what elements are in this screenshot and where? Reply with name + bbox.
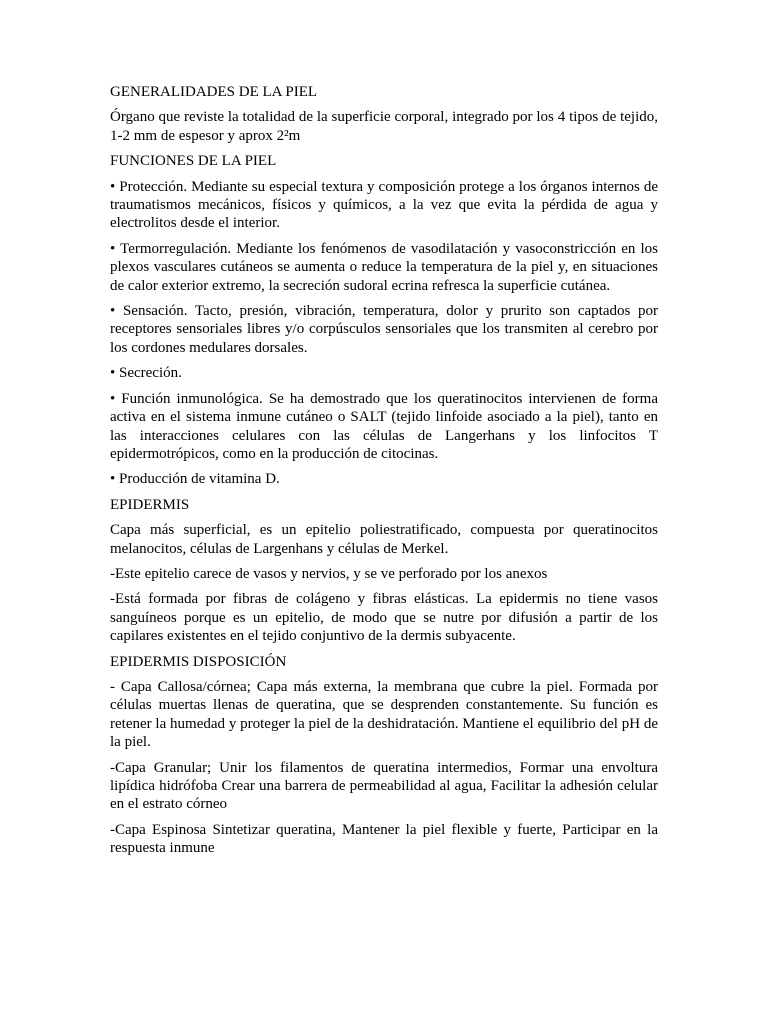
list-item-funcion-inmunologica: • Función inmunológica. Se ha demostrado que los queratinocitos intervienen de forma activa en el sistema inmune cutáneo o SALT (tejido linfoide asociado a la piel), tanto en las interacciones celulares con las células de Langerhans y los linfocitos T epidermotrópicos, como en la producción de citocinas. (110, 390, 658, 462)
paragraph-capa-espinosa: -Capa Espinosa Sintetizar queratina, Mantener la piel flexible y fuerte, Participar en la respuesta inmune (110, 821, 658, 857)
list-item-proteccion: • Protección. Mediante su especial textura y composición protege a los órganos internos de traumatismos mecánicos, físicos y químicos, a la vez que evita la pérdida de agua y electrolitos desde el interior. (110, 178, 658, 232)
list-item-sensacion: • Sensación. Tacto, presión, vibración, temperatura, dolor y prurito son captados por receptores sensoriales libres y/o corpúsculos sensoriales que los transmiten al cerebro por los cordones medulares dorsales. (110, 303, 658, 356)
document-page (110, 83, 658, 865)
paragraph-epidermis-capa: Capa más superficial, es un epitelio poliestratificado, compuesta por queratinocitos melanocitos, células de Largenhans y células de Merkel. (110, 522, 658, 557)
paragraph-definicion: Órgano que reviste la totalidad de la superficie corporal, integrado por los 4 tipos de tejido, 1-2 mm de espesor y aprox 2²m (110, 109, 658, 144)
list-item-vitamina-d: • Producción de vitamina D. (110, 471, 280, 488)
list-item-secrecion: • Secreción. (110, 365, 182, 382)
list-item-termorregulacion: • Termorregulación. Mediante los fenómenos de vasodilatación y vasoconstricción en los plexos vasculares cutáneos se aumenta o reduce la temperatura de la piel y, en situaciones de calor exterior extremo, la secreción sudoral ecrina refresca la superficie cutánea. (110, 240, 658, 294)
paragraph-epidermis-vasos: -Este epitelio carece de vasos y nervios, y se ve perforado por los anexos (110, 565, 548, 582)
paragraph-capa-granular: -Capa Granular; Unir los filamentos de queratina intermedios, Formar una envoltura lipídica hidrófoba Crear una barrera de permeabilidad al agua, Facilitar la adhesión celular en el estrato córneo (110, 759, 658, 813)
heading-epidermis: EPIDERMIS (110, 496, 190, 513)
heading-generalidades: GENERALIDADES DE LA PIEL (110, 84, 318, 100)
paragraph-epidermis-fibras: -Está formada por fibras de colágeno y fibras elásticas. La epidermis no tiene vasos sanguíneos porque es un epitelio, de modo que se nutre por difusión a partir de los capilares existentes en el tejido conjuntivo de la dermis subyacente. (110, 591, 658, 645)
heading-funciones: FUNCIONES DE LA PIEL (110, 153, 277, 170)
heading-epidermis-disposicion: EPIDERMIS DISPOSICIÓN (110, 653, 287, 670)
paragraph-capa-callosa: - Capa Callosa/córnea; Capa más externa, la membrana que cubre la piel. Formada por células muertas llenas de queratina, que se desprenden constantemente. Su función es retener la humedad y proteger la piel de la deshidratación. Mantiene el equilibrio del pH de la piel. (110, 678, 658, 751)
